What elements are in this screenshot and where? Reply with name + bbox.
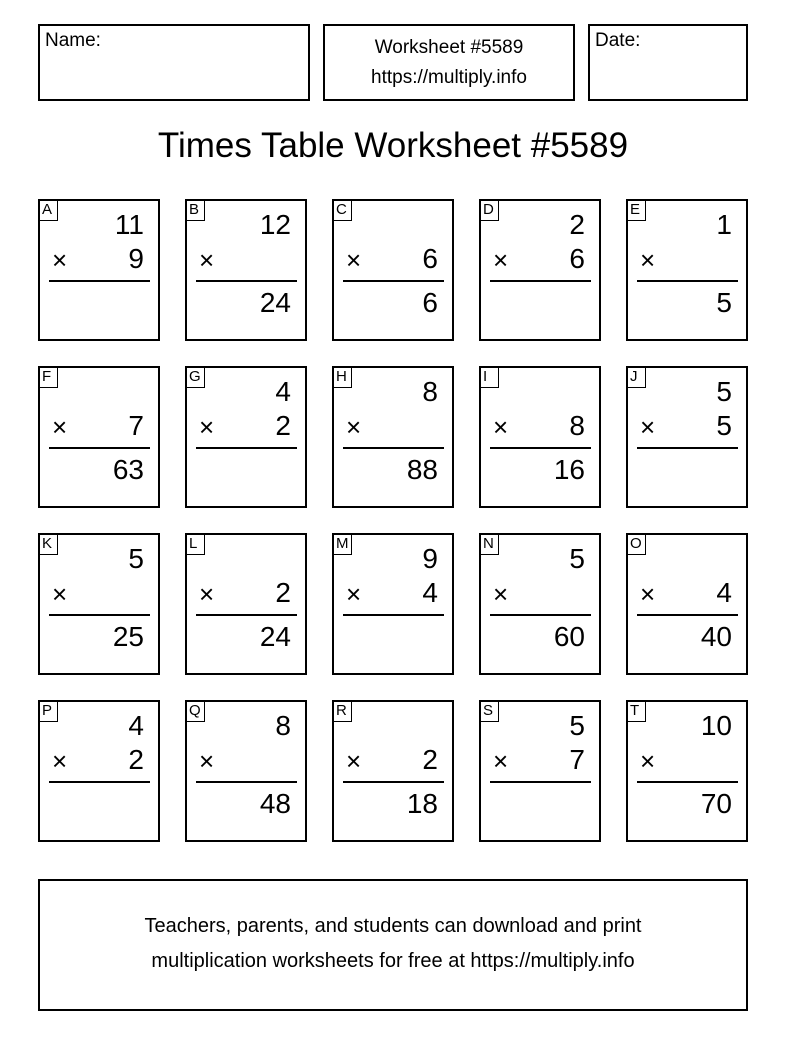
bottom-factor: 7 — [128, 410, 144, 441]
problem-letter: B — [185, 199, 205, 221]
problem-letter: S — [479, 700, 499, 722]
product: 18 — [406, 788, 438, 819]
problem-letter: L — [185, 533, 205, 555]
product: 48 — [259, 788, 291, 819]
answer-line — [49, 781, 150, 783]
problem-card-r — [332, 700, 454, 842]
times-sign: × — [346, 412, 362, 442]
footer-line-2: multiplication worksheets for free at https://multiply.info — [151, 950, 635, 972]
answer-line — [49, 447, 150, 449]
top-factor: 5 — [128, 543, 144, 574]
answer-line — [343, 781, 444, 783]
problem-card-f — [38, 366, 160, 508]
product: 25 — [112, 621, 144, 652]
problem-card-o — [626, 533, 748, 675]
top-factor: 5 — [569, 710, 585, 741]
problem-card-p — [38, 700, 160, 842]
top-factor: 2 — [569, 209, 585, 240]
bottom-factor: 5 — [716, 410, 732, 441]
problem-letter: C — [332, 199, 352, 221]
problem-card-b — [185, 199, 307, 341]
times-sign: × — [346, 245, 362, 275]
problem-card-a — [38, 199, 160, 341]
bottom-factor: 6 — [422, 243, 438, 274]
answer-line — [196, 781, 297, 783]
footer-line-1: Teachers, parents, and students can download and print — [144, 915, 642, 937]
date-box — [588, 24, 748, 101]
times-sign: × — [493, 412, 509, 442]
problem-card-q — [185, 700, 307, 842]
answer-line — [490, 280, 591, 282]
product: 24 — [259, 621, 291, 652]
answer-line — [490, 447, 591, 449]
problem-letter: T — [626, 700, 646, 722]
problem-card-i — [479, 366, 601, 508]
times-sign: × — [52, 746, 68, 776]
answer-line — [637, 447, 738, 449]
problem-letter: N — [479, 533, 499, 555]
bottom-factor: 8 — [569, 410, 585, 441]
problem-letter: J — [626, 366, 646, 388]
bottom-factor: 2 — [275, 410, 291, 441]
answer-line — [196, 280, 297, 282]
top-factor: 4 — [128, 710, 144, 741]
times-sign: × — [493, 746, 509, 776]
times-sign: × — [640, 245, 656, 275]
worksheet-number: Worksheet #5589 — [374, 37, 524, 58]
problem-card-d — [479, 199, 601, 341]
answer-line — [343, 447, 444, 449]
problem-letter: Q — [185, 700, 205, 722]
answer-line — [490, 781, 591, 783]
answer-line — [637, 280, 738, 282]
bottom-factor: 7 — [569, 744, 585, 775]
times-sign: × — [52, 412, 68, 442]
times-sign: × — [346, 746, 362, 776]
problem-card-c — [332, 199, 454, 341]
product: 16 — [553, 454, 585, 485]
top-factor: 4 — [275, 376, 291, 407]
page-title: Times Table Worksheet #5589 — [157, 126, 629, 165]
times-sign: × — [346, 579, 362, 609]
problem-card-s — [479, 700, 601, 842]
product: 24 — [259, 287, 291, 318]
top-factor: 5 — [716, 376, 732, 407]
answer-line — [196, 447, 297, 449]
bottom-factor: 2 — [128, 744, 144, 775]
top-factor: 9 — [422, 543, 438, 574]
top-factor: 1 — [716, 209, 732, 240]
product: 60 — [553, 621, 585, 652]
bottom-factor: 9 — [128, 243, 144, 274]
product: 6 — [422, 287, 438, 318]
product: 40 — [700, 621, 732, 652]
top-factor: 12 — [259, 209, 291, 240]
top-factor: 5 — [569, 543, 585, 574]
answer-line — [49, 614, 150, 616]
answer-line — [637, 781, 738, 783]
answer-line — [343, 280, 444, 282]
problem-card-g — [185, 366, 307, 508]
problem-letter: K — [38, 533, 58, 555]
top-factor: 11 — [114, 209, 144, 240]
problem-letter: I — [479, 366, 499, 388]
times-sign: × — [199, 746, 215, 776]
name-label: Name: — [45, 30, 101, 51]
problem-letter: A — [38, 199, 58, 221]
answer-line — [637, 614, 738, 616]
problem-letter: O — [626, 533, 646, 555]
problem-letter: M — [332, 533, 352, 555]
product: 70 — [700, 788, 732, 819]
worksheet-id-box — [323, 24, 575, 101]
product: 5 — [716, 287, 732, 318]
answer-line — [196, 614, 297, 616]
problem-letter: P — [38, 700, 58, 722]
times-sign: × — [52, 579, 68, 609]
product: 88 — [406, 454, 438, 485]
problem-letter: H — [332, 366, 352, 388]
problem-card-t — [626, 700, 748, 842]
footer-box — [38, 879, 748, 1011]
times-sign: × — [640, 412, 656, 442]
problem-card-k — [38, 533, 160, 675]
answer-line — [343, 614, 444, 616]
problem-card-h — [332, 366, 454, 508]
bottom-factor: 4 — [716, 577, 732, 608]
problem-card-j — [626, 366, 748, 508]
times-sign: × — [640, 746, 656, 776]
top-factor: 8 — [275, 710, 291, 741]
problem-card-m — [332, 533, 454, 675]
problem-letter: G — [185, 366, 205, 388]
times-sign: × — [199, 412, 215, 442]
times-sign: × — [493, 245, 509, 275]
answer-line — [490, 614, 591, 616]
problem-letter: D — [479, 199, 499, 221]
bottom-factor: 2 — [422, 744, 438, 775]
times-sign: × — [199, 245, 215, 275]
date-label: Date: — [595, 30, 641, 51]
problem-card-n — [479, 533, 601, 675]
worksheet-url: https://multiply.info — [371, 67, 527, 88]
bottom-factor: 2 — [275, 577, 291, 608]
top-factor: 10 — [700, 710, 732, 741]
answer-line — [49, 280, 150, 282]
problem-card-l — [185, 533, 307, 675]
times-sign: × — [640, 579, 656, 609]
top-factor: 8 — [422, 376, 438, 407]
bottom-factor: 6 — [569, 243, 585, 274]
problem-card-e — [626, 199, 748, 341]
problem-letter: R — [332, 700, 352, 722]
times-sign: × — [52, 245, 68, 275]
times-sign: × — [199, 579, 215, 609]
name-box — [38, 24, 310, 101]
problem-letter: E — [626, 199, 646, 221]
times-sign: × — [493, 579, 509, 609]
bottom-factor: 4 — [422, 577, 438, 608]
problem-letter: F — [38, 366, 58, 388]
product: 63 — [112, 454, 144, 485]
